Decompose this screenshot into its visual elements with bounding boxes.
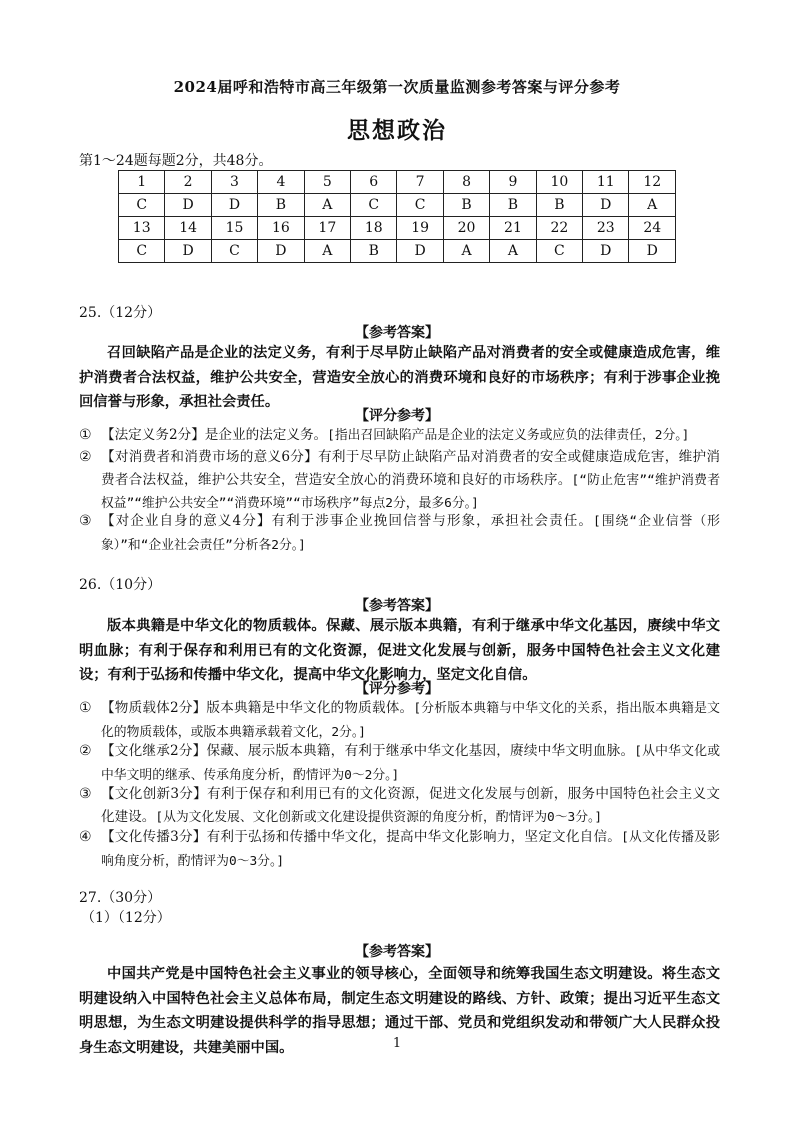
q26-answer-label: 【参考答案】	[355, 598, 439, 614]
question-number-row	[119, 171, 676, 194]
item-text: 【文化传播3分】有利于弘扬和传播中华文化，提高中华文化影响力，坚定文化自信。	[101, 829, 622, 845]
question-number-cell: 14	[165, 217, 211, 240]
question-number-cell: 17	[304, 217, 350, 240]
question-number-cell: 5	[304, 171, 350, 194]
answer-cell: D	[583, 240, 629, 263]
answer-cell: C	[119, 240, 165, 263]
answer-row	[119, 240, 676, 263]
item-note: [“防止危害”“维护消费者权益”“维护公共安全”“消费环境”“市场秩序”每点2分，最多6分。]	[101, 472, 720, 511]
answer-cell: D	[211, 194, 257, 217]
item-text: 【物质载体2分】版本典籍是中华文化的物质载体。	[101, 700, 414, 716]
question-number-cell: 23	[583, 217, 629, 240]
item-note: [从为文化发展、文化创新或文化建设提供资源的角度分析，酌情评为0～3分。]	[155, 809, 603, 825]
item-number: ②	[79, 449, 92, 465]
question-number-cell: 2	[165, 171, 211, 194]
q27-sub-heading: （1）（12分）	[81, 910, 171, 926]
q25-scoring-item	[79, 446, 720, 516]
q26-scoring-label: 【评分参考】	[355, 681, 439, 697]
item-number: ①	[79, 427, 92, 443]
item-number: ①	[79, 700, 92, 716]
page-number: 1	[392, 1036, 402, 1051]
question-number-cell: 7	[397, 171, 443, 194]
question-number-cell: 1	[119, 171, 165, 194]
document-title: 2024届呼和浩特市高三年级第一次质量监测参考答案与评分参考	[173, 78, 621, 96]
q25-heading: 25.（12分）	[79, 305, 162, 321]
q26-answer: 版本典籍是中华文化的物质载体。保藏、展示版本典籍，有利于继承中华文化基因，赓续中华文明血脉；有利于保存和利用已有的文化资源，促进文化发展与创新，服务中国特色社会主义文化建设；有利于弘扬和传播中华文化，提高中华文化影响力，坚定文化自信。	[79, 618, 720, 683]
q25-answer: 召回缺陷产品是企业的法定义务，有利于尽早防止缺陷产品对消费者的安全或健康造成危害，维护消费者合法权益，维护公共安全，营造安全放心的消费环境和良好的市场秩序；有利于涉事企业挽回信誉与形象，承担社会责任。	[79, 345, 720, 410]
item-note: [从中华文化或中华文明的继承、传承角度分析，酌情评为0～2分。]	[101, 744, 720, 783]
q26-heading: 26.（10分）	[79, 577, 162, 593]
question-number-cell: 13	[119, 217, 165, 240]
answer-row	[119, 194, 676, 217]
question-number-cell: 10	[536, 171, 582, 194]
answer-cell: A	[304, 194, 350, 217]
answer-cell: C	[211, 240, 257, 263]
question-number-cell: 20	[443, 217, 489, 240]
q26-scoring-item	[79, 783, 720, 829]
item-note: [分析版本典籍与中华文化的关系，指出版本典籍是文化的物质载体，或版本典籍承载着文化，2分。]	[101, 701, 720, 740]
question-number-cell: 15	[211, 217, 257, 240]
question-number-cell: 9	[490, 171, 536, 194]
answer-cell: D	[165, 194, 211, 217]
answer-cell: C	[536, 240, 582, 263]
answer-cell: B	[443, 194, 489, 217]
question-number-cell: 8	[443, 171, 489, 194]
mc-intro: 第1～24题每题2分，共48分。	[79, 153, 273, 169]
item-number: ③	[79, 513, 92, 529]
answer-cell: D	[583, 194, 629, 217]
item-number: ②	[79, 743, 92, 759]
item-text: 【对企业自身的意义4分】有利于涉事企业挽回信誉与形象，承担社会责任。	[101, 513, 593, 529]
answer-cell: D	[629, 240, 676, 263]
answer-cell: C	[119, 194, 165, 217]
item-number: ④	[79, 829, 92, 845]
question-number-cell: 19	[397, 217, 443, 240]
q26-scoring-item	[79, 697, 720, 744]
answer-cell: A	[490, 240, 536, 263]
q25-scoring-item	[79, 510, 720, 557]
item-text: 【文化继承2分】保藏、展示版本典籍，有利于继承中华文化基因，赓续中华文明血脉。	[101, 743, 635, 759]
answer-cell: D	[397, 240, 443, 263]
answer-cell: C	[351, 194, 397, 217]
item-text: 【对消费者和消费市场的意义6分】有利于尽早防止缺陷产品对消费者的安全或健康造成危害，维护消费者合法权益，维护公共安全，营造安全放心的消费环境和良好的市场秩序。	[101, 449, 720, 488]
answer-cell: D	[258, 240, 304, 263]
item-note: [从文化传播及影响角度分析，酌情评为0～3分。]	[101, 830, 720, 869]
answer-cell: B	[351, 240, 397, 263]
answer-cell: B	[258, 194, 304, 217]
question-number-cell: 3	[211, 171, 257, 194]
answer-cell: B	[490, 194, 536, 217]
answer-cell: B	[536, 194, 582, 217]
question-number-cell: 6	[351, 171, 397, 194]
mc-answer-table	[118, 170, 676, 263]
answer-cell: A	[443, 240, 489, 263]
item-text: 【文化创新3分】有利于保存和利用已有的文化资源，促进文化发展与创新，服务中国特色社会主义文化建设。	[101, 786, 720, 825]
q27-answer-label: 【参考答案】	[355, 944, 439, 960]
item-note: [指出召回缺陷产品是企业的法定义务或应负的法律责任，2分。]	[327, 428, 690, 443]
q26-scoring-item	[79, 740, 720, 787]
q25-answer-label: 【参考答案】	[355, 325, 439, 341]
question-number-cell: 4	[258, 171, 304, 194]
question-number-cell: 12	[629, 171, 676, 194]
question-number-cell: 21	[490, 217, 536, 240]
q27-answer: 中国共产党是中国特色社会主义事业的领导核心，全面领导和统筹我国生态文明建设。将生态文明建设纳入中国特色社会主义总体布局，制定生态文明建设的路线、方针、政策；提出习近平生态文明思想，为生态文明建设提供科学的指导思想；通过干部、党员和党组织发动和带领广大人民群众投身生态文明建设，共建美丽中国。	[79, 966, 720, 1056]
question-number-cell: 16	[258, 217, 304, 240]
q25-scoring-item	[79, 424, 720, 448]
answer-cell: D	[165, 240, 211, 263]
item-number: ③	[79, 786, 92, 802]
answer-cell: C	[397, 194, 443, 217]
question-number-cell: 22	[536, 217, 582, 240]
q26-scoring-item	[79, 826, 720, 873]
item-text: 【法定义务2分】是企业的法定义务。	[101, 427, 328, 443]
q27-heading: 27.（30分）	[79, 890, 162, 906]
subject-title: 思想政治	[347, 117, 447, 144]
item-note: [围绕“企业信誉（形象）”和“企业社会责任”分析各2分。]	[101, 514, 720, 553]
question-number-cell: 18	[351, 217, 397, 240]
question-number-row	[119, 217, 676, 240]
answer-cell: A	[304, 240, 350, 263]
question-number-cell: 24	[629, 217, 676, 240]
answer-cell: A	[629, 194, 676, 217]
q25-scoring-label: 【评分参考】	[355, 408, 439, 424]
question-number-cell: 11	[583, 171, 629, 194]
